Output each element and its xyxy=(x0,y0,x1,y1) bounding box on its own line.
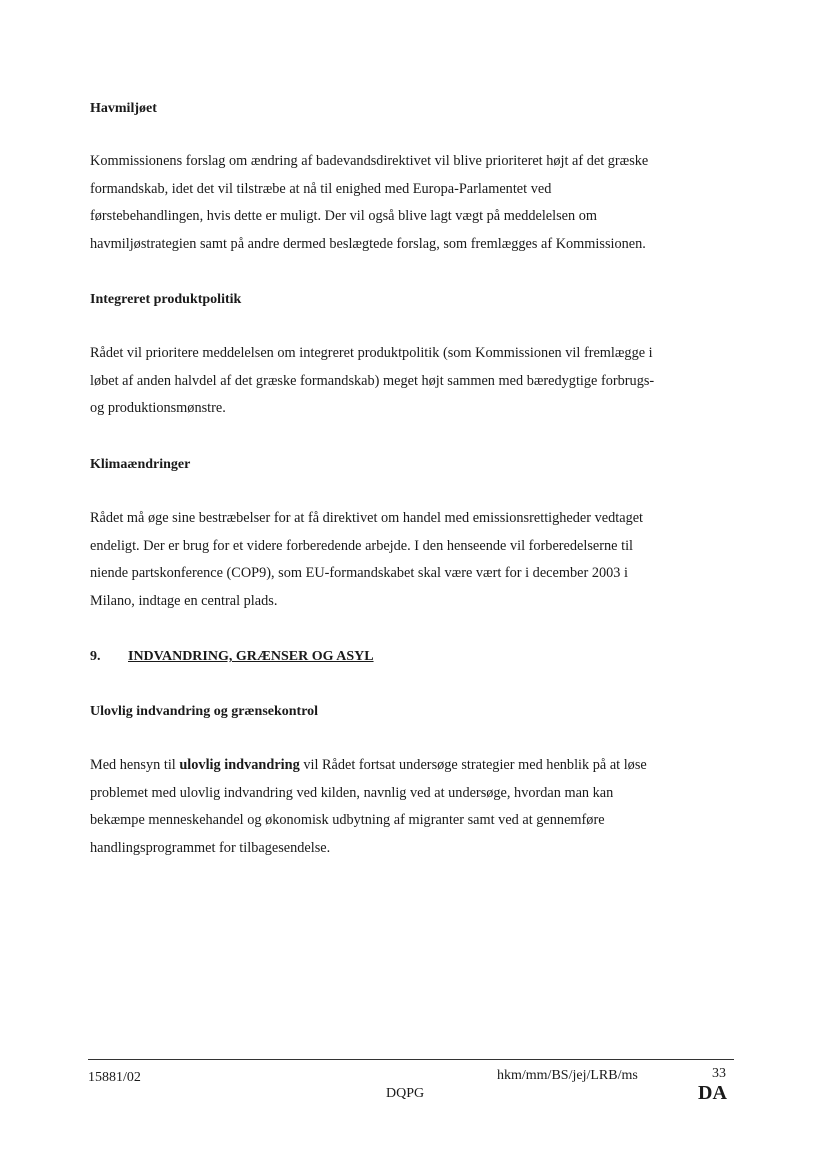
footer-divider xyxy=(88,1059,734,1060)
paragraph-ulovlig xyxy=(90,752,740,862)
chapter-title xyxy=(90,648,740,666)
chapter-title-text: INDVANDRING, GRÆNSER OG ASYL xyxy=(128,649,374,664)
heading-klima: Klimaændringer xyxy=(90,457,191,472)
footer-reference: hkm/mm/BS/jej/LRB/ms xyxy=(497,1068,638,1083)
heading-produktpolitik: Integreret produktpolitik xyxy=(90,292,242,307)
heading-ulovlig: Ulovlig indvandring og grænsekontrol xyxy=(90,704,319,719)
footer-page-number: 33 xyxy=(712,1066,726,1081)
heading-havmiljo: Havmiljøet xyxy=(90,101,157,116)
footer-doc-number: 15881/02 xyxy=(88,1070,141,1085)
footer-department: DQPG xyxy=(386,1086,425,1101)
paragraph-produktpolitik: Rådet vil prioritere meddelelsen om integreret produktpolitik (som Kommissionen vil fremlægge i løbet af anden halvdel af det græske formandskab) meget højt sammen med bæredygtige forbrugs- og produktionsmønstre. xyxy=(90,345,655,416)
paragraph-ulovlig-prefix: Med hensyn til xyxy=(90,757,180,773)
footer-language: DA xyxy=(698,1082,727,1104)
paragraph-ulovlig-rest: vil Rådet fortsat undersøge strategier med henblik på at løse problemet med ulovlig indvandring ved kilden, navnlig ved at undersøge, hvordan man kan bekæmpe menneskehandel og økonomisk udbytning af migranter samt ved at gennemføre handlingsprogrammet for tilbagesendelse. xyxy=(90,757,647,856)
chapter-number: 9. xyxy=(90,649,101,664)
paragraph-havmiljo: Kommissionens forslag om ændring af badevandsdirektivet vil blive prioriteret højt af det græske formandskab, idet det vil tilstræbe at nå til enighed med Europa-Parlamentet ved førstebehandlingen, hvis dette er muligt. Der vil også blive lagt vægt på meddelelsen om havmiljøstrategien samt på andre dermed beslægtede forslag, som fremlægges af Kommissionen. xyxy=(90,153,649,252)
paragraph-klima: Rådet må øge sine bestræbelser for at få direktivet om handel med emissionsrettigheder vedtaget endeligt. Der er brug for et videre forberedende arbejde. I den henseende vil forberedelserne til niende partskonference (COP9), som EU-formandskabet skal være vært for i december 2003 i Milano, indtage en central plads. xyxy=(90,510,644,609)
paragraph-ulovlig-emphasis: ulovlig indvandring xyxy=(179,757,300,773)
